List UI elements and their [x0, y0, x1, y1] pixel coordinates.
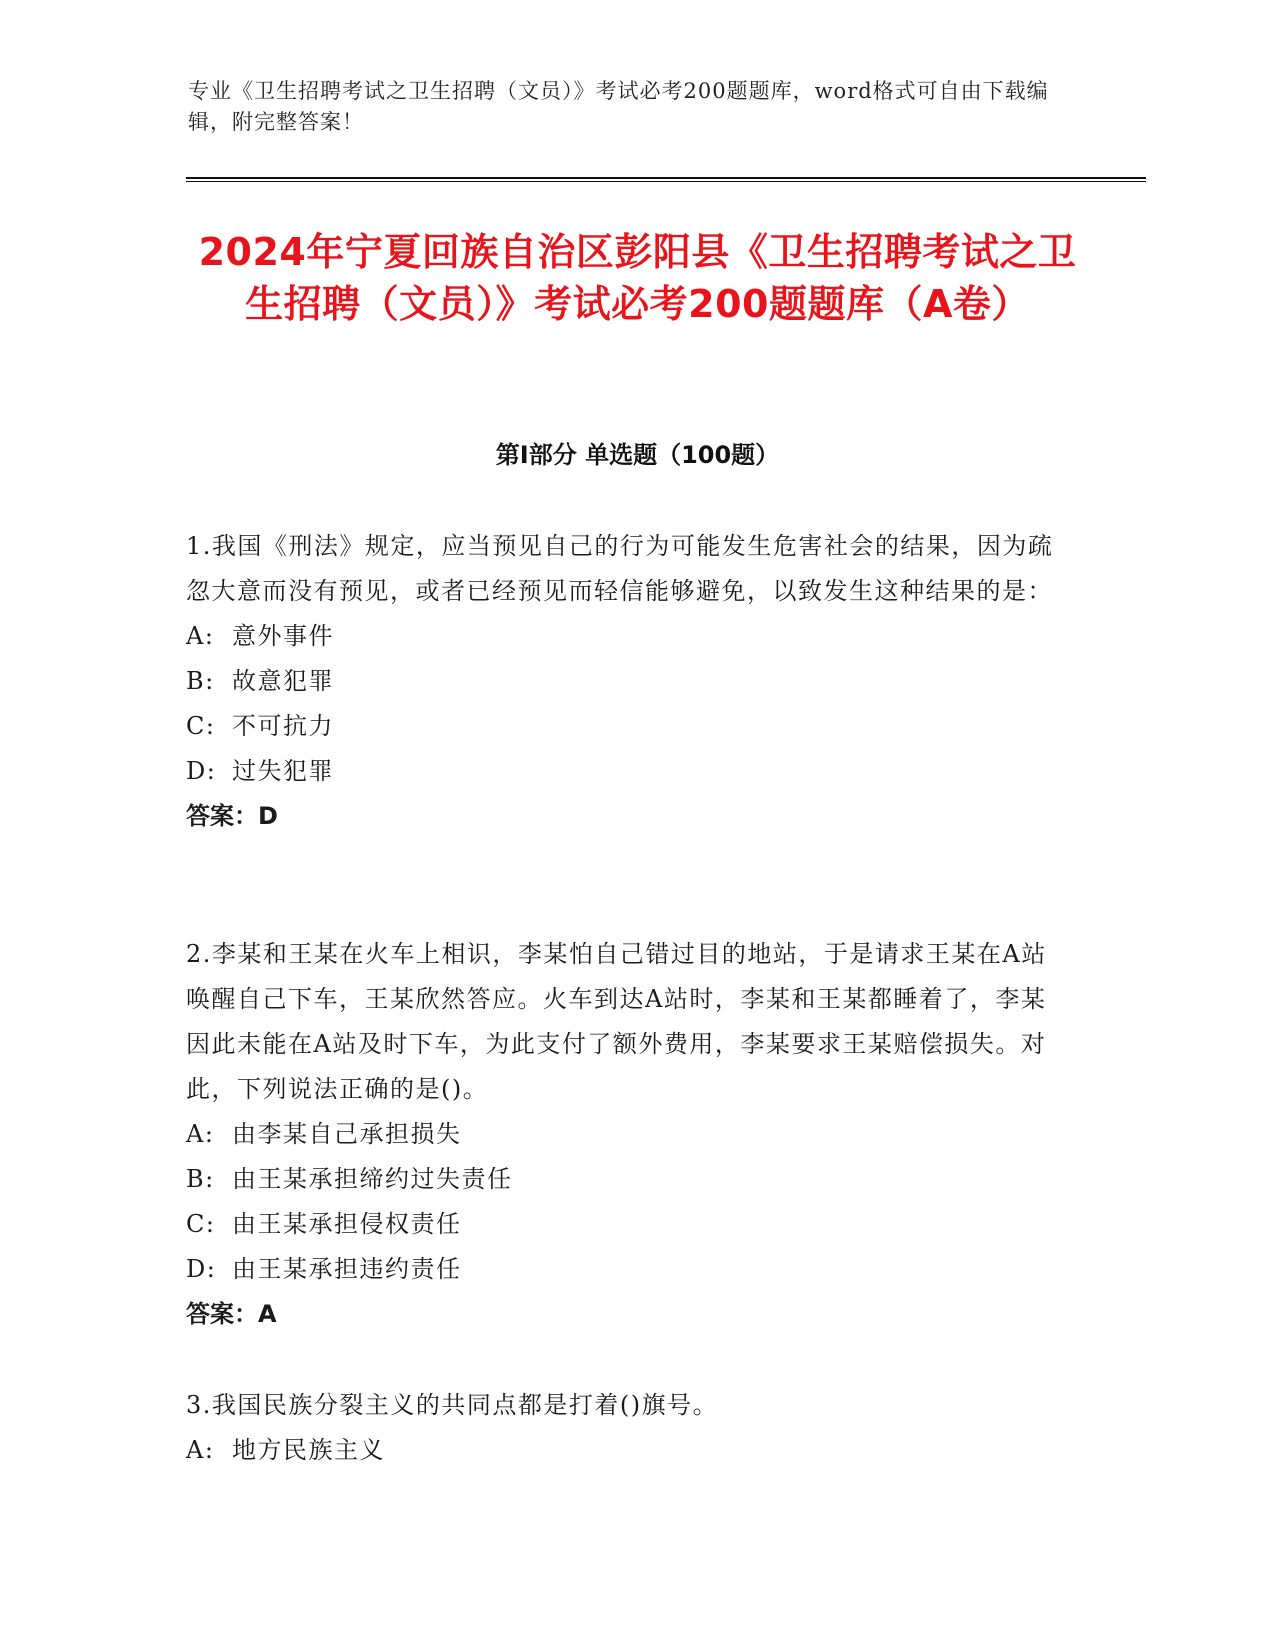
option-key: D: — [186, 757, 217, 785]
answer: 答案：A — [186, 1300, 277, 1328]
header-divider — [186, 177, 1146, 179]
document-title: 2024年宁夏回族自治区彭阳县《卫生招聘考试之卫生招聘（文员）》考试必考200题题库（A卷） — [198, 230, 1077, 326]
option-c — [186, 704, 1056, 749]
question-stem: 1.我国《刑法》规定，应当预见自己的行为可能发生危害社会的结果，因为疏忽大意而没有预见，或者已经预见而轻信能够避免，以致发生这种结果的是： — [186, 532, 1054, 605]
option-d — [186, 749, 1056, 794]
option-key: B: — [186, 667, 215, 695]
option-a — [186, 1428, 1056, 1473]
option-text: 由王某承担违约责任 — [232, 1255, 462, 1283]
option-key: B: — [186, 1165, 215, 1193]
answer: 答案：D — [186, 802, 278, 830]
header-note: 专业《卫生招聘考试之卫生招聘（文员）》考试必考200题题库，word格式可自由下载编辑，附完整答案！ — [188, 79, 1049, 134]
option-text: 意外事件 — [232, 622, 334, 650]
option-text: 由李某自己承担损失 — [232, 1120, 462, 1148]
option-key: C: — [186, 712, 216, 740]
option-key: C: — [186, 1210, 216, 1238]
question-3 — [186, 1383, 1056, 1473]
header-divider-thin — [186, 181, 1146, 182]
question-2 — [186, 932, 1056, 1337]
option-key: A: — [186, 622, 215, 650]
option-key: A: — [186, 1436, 215, 1464]
option-text: 由王某承担侵权责任 — [232, 1210, 462, 1238]
option-b — [186, 1157, 1056, 1202]
option-text: 过失犯罪 — [232, 757, 334, 785]
option-key: A: — [186, 1120, 215, 1148]
option-b — [186, 659, 1056, 704]
option-text: 不可抗力 — [232, 712, 334, 740]
question-stem: 2.李某和王某在火车上相识，李某怕自己错过目的地站，于是请求王某在A站唤醒自己下车，王某欣然答应。火车到达A站时，李某和王某都睡着了，李某因此未能在A站及时下车，为此支付了额外费用，李某要求王某赔偿损失。对此，下列说法正确的是()。 — [186, 940, 1047, 1103]
option-a — [186, 614, 1056, 659]
option-d — [186, 1247, 1056, 1292]
option-key: D: — [186, 1255, 217, 1283]
option-c — [186, 1202, 1056, 1247]
question-stem: 3.我国民族分裂主义的共同点都是打着()旗号。 — [186, 1391, 719, 1419]
option-text: 地方民族主义 — [232, 1436, 385, 1464]
option-text: 由王某承担缔约过失责任 — [232, 1165, 513, 1193]
option-text: 故意犯罪 — [232, 667, 334, 695]
section-heading: 第I部分 单选题（100题） — [495, 441, 780, 469]
question-1 — [186, 524, 1056, 839]
option-a — [186, 1112, 1056, 1157]
